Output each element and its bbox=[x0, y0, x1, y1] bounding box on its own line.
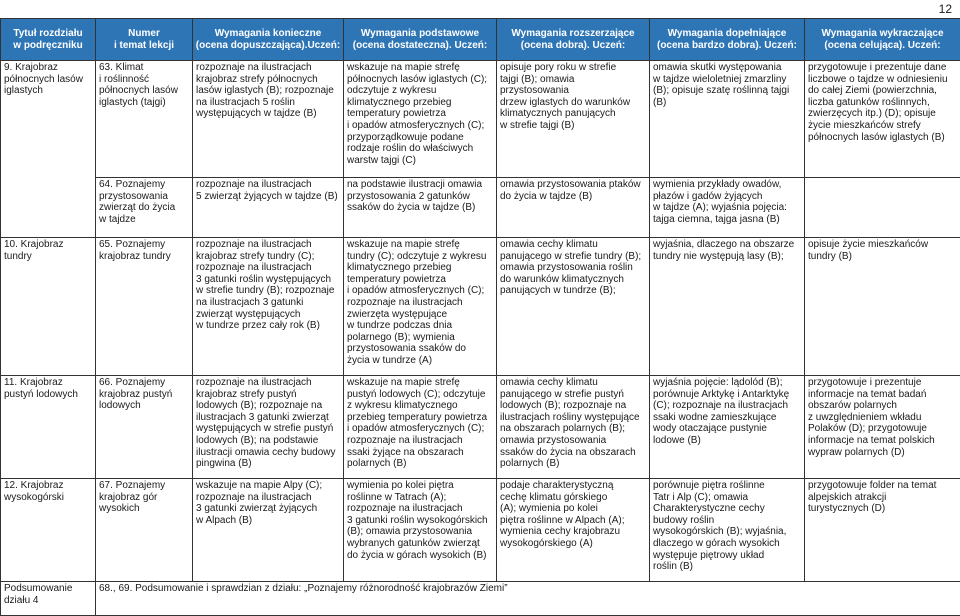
exceeding-cell bbox=[805, 178, 960, 238]
extended-cell: omawia cechy klimatu panującego w strefie tundry (B); omawia przystosowania roślin do warunków klimatycznych panujących w tundrze (B); bbox=[497, 238, 650, 376]
lesson-cell: 66. Poznajemy krajobraz pustyń lodowych bbox=[96, 376, 193, 479]
extended-cell: opisuje pory roku w strefie tajgi (B); omawia przystosowania drzew iglastych do warunków klimatycznych panujących w strefie tajgi (B) bbox=[497, 61, 650, 178]
complementary-cell: wyjaśnia pojęcie: lądolód (B); porównuje Arktykę i Antarktykę (C); rozpoznaje na ilustracjach ssaki wodne zamieszkujące wody otaczające pustynie lodowe (B) bbox=[650, 376, 805, 479]
table-row bbox=[1, 238, 960, 376]
necessary-cell: rozpoznaje na ilustracjach krajobraz strefy pustyń lodowych (B); rozpoznaje na ilustracjach 3 gatunki zwierząt występujących w strefie pustyń lodowych (B); na podstawie ilustracji omawia cechy budowy pingwina (B) bbox=[193, 376, 344, 479]
complementary-cell: porównuje piętra roślinne Tatr i Alp (C); omawia Charakterystyczne cechy budowy roślin wysokogórskich (B); wyjaśnia, dlaczego w górach wysokich występuje piętrowy układ roślin (B) bbox=[650, 479, 805, 582]
summary-chapter-cell: Podsumowanie działu 4 bbox=[1, 582, 96, 616]
requirements-table bbox=[0, 18, 960, 616]
extended-cell: podaje charakterystyczną cechę klimatu górskiego (A); wymienia po kolei piętra roślinne w Alpach (A); wymienia cechy krajobrazu wysokogórskiego (A) bbox=[497, 479, 650, 582]
basic-cell: na podstawie ilustracji omawia przystosowania 2 gatunków ssaków do życia w tajdze (B) bbox=[344, 178, 497, 238]
exceeding-cell: przygotowuje i prezentuje informacje na temat badań obszarów polarnych z uwzględnieniem wkładu Polaków (D); przygotowuje informacje na temat polskich wypraw polarnych (D) bbox=[805, 376, 960, 479]
necessary-cell: wskazuje na mapie Alpy (C); rozpoznaje na ilustracjach 3 gatunki zwierząt żyjących w Alpach (B) bbox=[193, 479, 344, 582]
lesson-cell: 65. Poznajemy krajobraz tundry bbox=[96, 238, 193, 376]
summary-row bbox=[1, 582, 960, 616]
exceeding-cell: opisuje życie mieszkańców tundry (B) bbox=[805, 238, 960, 376]
header-extended: Wymagania rozszerzające (ocena dobra). Uczeń: bbox=[497, 19, 650, 61]
header-necessary: Wymagania konieczne (ocena dopuszczająca).Uczeń: bbox=[193, 19, 344, 61]
lesson-cell: 67. Poznajemy krajobraz gór wysokich bbox=[96, 479, 193, 582]
exceeding-cell: przygotowuje folder na temat alpejskich atrakcji turystycznych (D) bbox=[805, 479, 960, 582]
complementary-cell: wyjaśnia, dlaczego na obszarze tundry nie występują lasy (B); bbox=[650, 238, 805, 376]
basic-cell: wskazuje na mapie strefę północnych lasów iglastych (C); odczytuje z wykresu klimatycznego przebieg temperatury powietrza i opadów atmosferycznych (C); przyporządkowuje podane rodzaje roślin do właściwych warstw tajgi (C) bbox=[344, 61, 497, 178]
basic-cell: wskazuje na mapie strefę tundry (C); odczytuje z wykresu klimatycznego przebieg temperatury powietrza i opadów atmosferycznych (C); rozpoznaje na ilustracjach zwierzęta występujące w tundrze podczas dnia polarnego (B); wymienia przystosowania ssaków do życia w tundrze (A) bbox=[344, 238, 497, 376]
header-chapter: Tytuł rozdziału w podręczniku bbox=[1, 19, 96, 61]
table-row bbox=[1, 61, 960, 178]
header-exceeding: Wymagania wykraczające (ocena celująca). Uczeń: bbox=[805, 19, 960, 61]
lesson-cell: 63. Klimat i roślinność północnych lasów iglastych (tajgi) bbox=[96, 61, 193, 178]
header-lesson: Numer i temat lekcji bbox=[96, 19, 193, 61]
complementary-cell: wymienia przykłady owadów, płazów i gadów żyjących w tajdze (A); wyjaśnia pojęcia: tajga ciemna, tajga jasna (B) bbox=[650, 178, 805, 238]
chapter-cell: 9. Krajobraz północnych lasów iglastych bbox=[1, 61, 96, 238]
chapter-cell: 12. Krajobraz wysokogórski bbox=[1, 479, 96, 582]
table-row bbox=[1, 376, 960, 479]
chapter-cell: 11. Krajobraz pustyń lodowych bbox=[1, 376, 96, 479]
lesson-cell: 64. Poznajemy przystosowania zwierząt do życia w tajdze bbox=[96, 178, 193, 238]
necessary-cell: rozpoznaje na ilustracjach krajobraz strefy północnych lasów iglastych (B); rozpoznaje na ilustracjach 5 roślin występujących w tajdze (B) bbox=[193, 61, 344, 178]
header-basic: Wymagania podstawowe (ocena dostateczna). Uczeń: bbox=[344, 19, 497, 61]
table-row bbox=[1, 178, 960, 238]
necessary-cell: rozpoznaje na ilustracjach krajobraz strefy tundry (C); rozpoznaje na ilustracjach 3 gatunki roślin występujących w strefie tundry (B); rozpoznaje na ilustracjach 3 gatunki zwierząt występujących w tundrze przez cały rok (B) bbox=[193, 238, 344, 376]
exceeding-cell: przygotowuje i prezentuje dane liczbowe o tajdze w odniesieniu do całej Ziemi (powierzchnia, liczba gatunków roślinnych, zwierzęcych itp.) (D); opisuje życie mieszkańców strefy północnych lasów iglastych (B) bbox=[805, 61, 960, 178]
extended-cell: omawia przystosowania ptaków do życia w tajdze (B) bbox=[497, 178, 650, 238]
basic-cell: wymienia po kolei piętra roślinne w Tatrach (A); rozpoznaje na ilustracjach 3 gatunki roślin wysokogórskich (B); omawia przystosowania wybranych gatunków zwierząt do życia w górach wysokich (B) bbox=[344, 479, 497, 582]
summary-text-cell: 68., 69. Podsumowanie i sprawdzian z działu: „Poznajemy różnorodność krajobrazów Ziemi” bbox=[96, 582, 960, 616]
extended-cell: omawia cechy klimatu panującego w strefie pustyń lodowych (B); rozpoznaje na ilustracjach rośliny występujące na obszarach polarnych (B); omawia przystosowania ssaków do życia na obszarach polarnych (B) bbox=[497, 376, 650, 479]
necessary-cell: rozpoznaje na ilustracjach 5 zwierząt żyjących w tajdze (B) bbox=[193, 178, 344, 238]
header-row bbox=[1, 19, 960, 61]
chapter-cell: 10. Krajobraz tundry bbox=[1, 238, 96, 376]
page-number: 12 bbox=[938, 2, 952, 16]
basic-cell: wskazuje na mapie strefę pustyń lodowych (C); odczytuje z wykresu klimatycznego przebieg temperatury powietrza i opadów atmosferycznych (C); rozpoznaje na ilustracjach ssaki żyjące na obszarach polarnych (B) bbox=[344, 376, 497, 479]
header-complementary: Wymagania dopełniające (ocena bardzo dobra). Uczeń: bbox=[650, 19, 805, 61]
complementary-cell: omawia skutki występowania w tajdze wieloletniej zmarzliny (B); opisuje szatę roślinną tajgi (B) bbox=[650, 61, 805, 178]
table-row bbox=[1, 479, 960, 582]
